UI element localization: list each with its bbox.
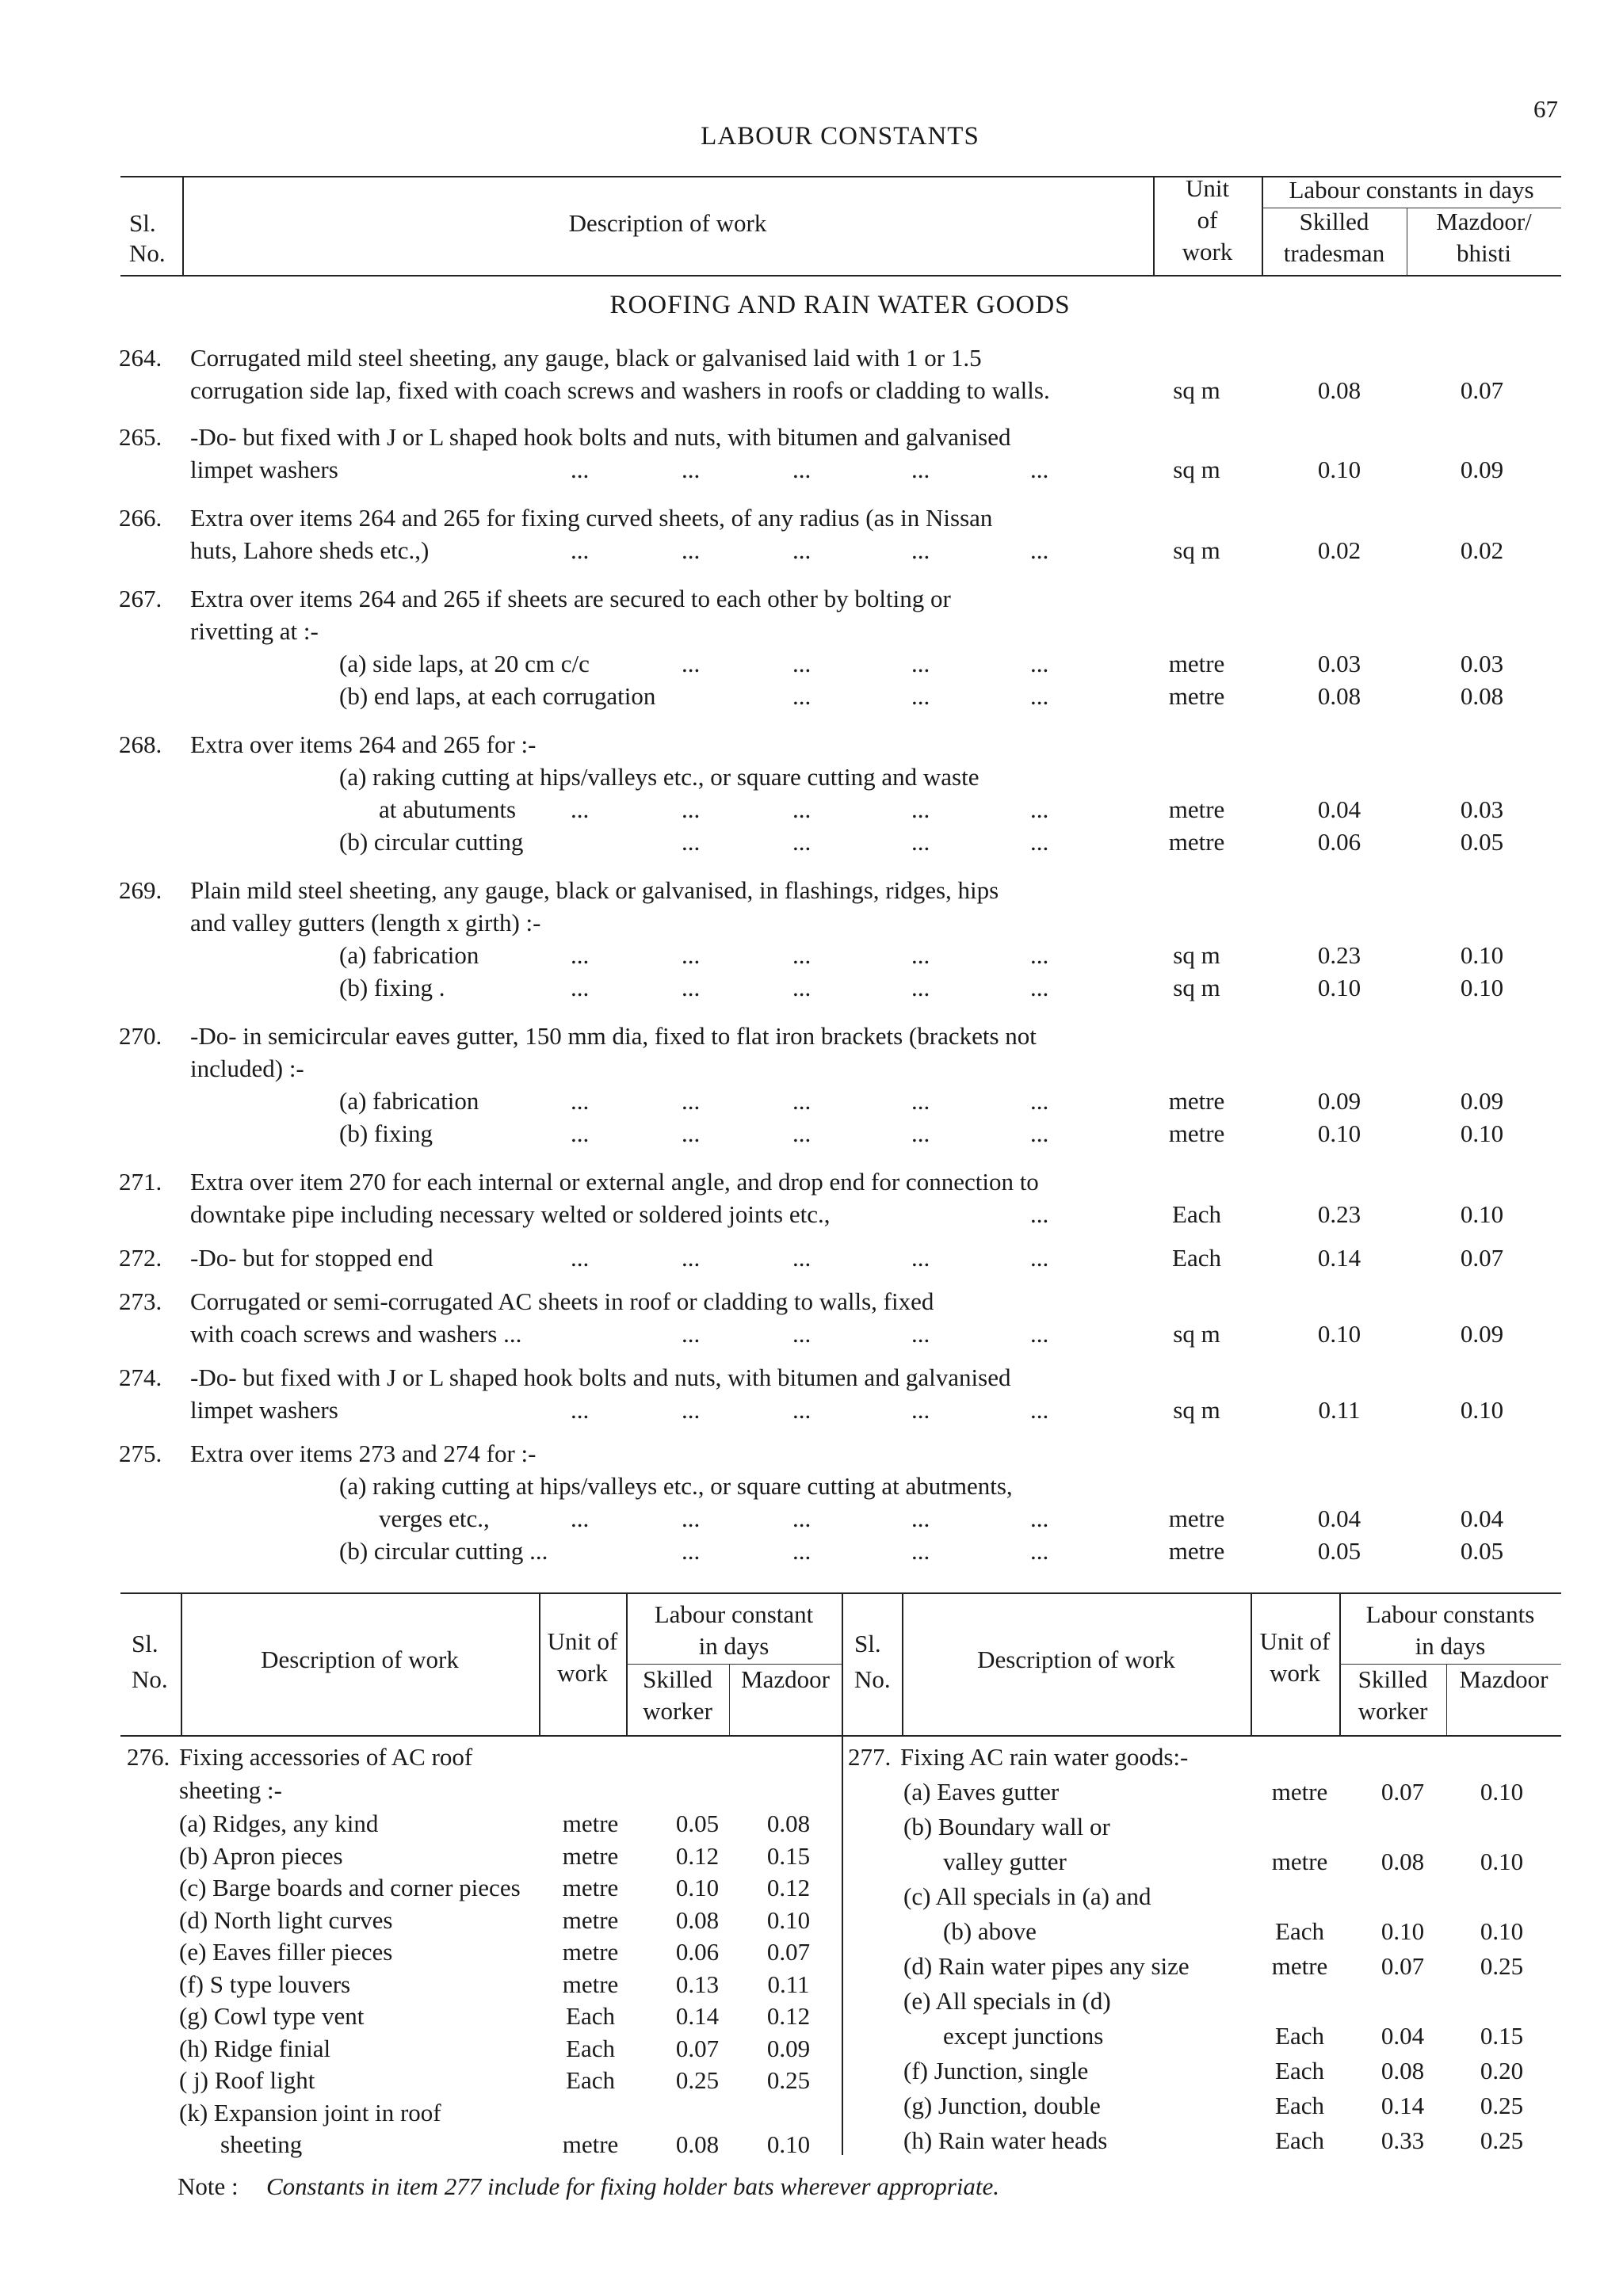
- mazdoor-value: 0.05: [1460, 1537, 1504, 1565]
- mazdoor-value: 0.07: [1460, 376, 1504, 404]
- item-description-line: Plain mild steel sheeting, any gauge, black or galvanised, in flashings, ridges, hips: [190, 876, 999, 904]
- mazdoor-value: 0.10: [1460, 1119, 1504, 1147]
- note-label: Note :: [178, 2172, 239, 2200]
- page-number: 67: [1533, 95, 1558, 123]
- accessory-mazdoor: 0.11: [767, 1970, 810, 1998]
- leader-dots: ...: [911, 536, 930, 564]
- item-description-line: limpet washers: [190, 1396, 338, 1424]
- header-skilled-1: Skilled: [1299, 208, 1369, 235]
- mazdoor-value: 0.07: [1460, 1244, 1504, 1272]
- lower-header-description-left: Description of work: [261, 1646, 459, 1673]
- sub-item-label: (a) raking cutting at hips/valleys etc., or square cutting at abutments,: [339, 1472, 1013, 1500]
- sub-item-label: (b) fixing: [339, 1119, 433, 1147]
- accessory-unit: metre: [562, 1970, 619, 1998]
- rainwater-unit: Each: [1275, 1917, 1324, 1945]
- accessory-skilled: 0.13: [675, 1970, 720, 1998]
- sub-item-label: (b) circular cutting ...: [339, 1537, 548, 1565]
- leader-dots: ...: [792, 941, 812, 969]
- leader-dots: ...: [911, 650, 930, 677]
- rainwater-label: (e) All specials in (d): [903, 1987, 1111, 2015]
- leader-dots: ...: [911, 1244, 930, 1272]
- leader-dots: ...: [792, 828, 812, 856]
- lower-header-labour-left-1: Labour constant: [654, 1600, 814, 1628]
- header-unit-3: work: [1182, 238, 1233, 265]
- rainwater-label: (f) Junction, single: [903, 2057, 1089, 2084]
- mazdoor-value: 0.05: [1460, 828, 1504, 856]
- accessory-label: ( j) Roof light: [179, 2066, 315, 2094]
- leader-dots: ...: [571, 536, 590, 564]
- leader-dots: ...: [911, 456, 930, 483]
- lower-header-no-right: No.: [854, 1665, 891, 1693]
- item-276-number: 276.: [127, 1743, 170, 1771]
- item-description-line: limpet washers: [190, 456, 338, 483]
- accessory-unit: metre: [562, 1841, 619, 1870]
- rainwater-mazdoor: 0.25: [1480, 2126, 1524, 2154]
- header-unit-2: of: [1197, 206, 1218, 234]
- page-title: LABOUR CONSTANTS: [701, 122, 980, 151]
- leader-dots: ...: [682, 1244, 701, 1272]
- leader-dots: ...: [792, 1119, 812, 1147]
- accessory-skilled: 0.05: [675, 1810, 720, 1837]
- header-no: No.: [129, 239, 166, 267]
- header-mazdoor-2: bhisti: [1457, 239, 1511, 267]
- header-skilled-2: tradesman: [1283, 239, 1385, 267]
- lower-header-labour-left-2: in days: [698, 1632, 769, 1660]
- skilled-value: 0.04: [1317, 795, 1361, 823]
- item-description-line: -Do- but for stopped end: [190, 1244, 433, 1272]
- rainwater-mazdoor: 0.25: [1480, 1952, 1524, 1980]
- leader-dots: ...: [682, 828, 701, 856]
- accessory-label: (k) Expansion joint in roof: [179, 2098, 441, 2126]
- mazdoor-value: 0.10: [1460, 941, 1504, 969]
- leader-dots: ...: [911, 1396, 930, 1424]
- item-number: 270.: [119, 1022, 162, 1050]
- leader-dots: ...: [792, 1087, 812, 1115]
- leader-dots: ...: [571, 456, 590, 483]
- rainwater-label-cont: (b) above: [943, 1917, 1037, 1945]
- rainwater-unit: Each: [1275, 2057, 1324, 2084]
- lower-header-unit-right-2: work: [1270, 1659, 1320, 1687]
- unit-of-work: sq m: [1173, 941, 1220, 969]
- item-description-line: with coach screws and washers ...: [190, 1320, 522, 1348]
- accessory-label: (g) Cowl type vent: [179, 2002, 365, 2030]
- unit-of-work: metre: [1168, 795, 1225, 823]
- accessory-mazdoor: 0.08: [766, 1810, 811, 1837]
- accessory-label: (d) North light curves: [179, 1905, 393, 1934]
- lower-header-mazdoor-right: Mazdoor: [1459, 1665, 1549, 1693]
- leader-dots: ...: [682, 536, 701, 564]
- mazdoor-value: 0.09: [1460, 1087, 1504, 1115]
- rainwater-label: (d) Rain water pipes any size: [903, 1952, 1190, 1980]
- lower-header-bottom-rule: [120, 1735, 1561, 1737]
- mazdoor-value: 0.08: [1460, 682, 1504, 710]
- accessory-label: (f) S type louvers: [179, 1970, 351, 1998]
- skilled-value: 0.06: [1317, 828, 1361, 856]
- accessory-mazdoor: 0.12: [766, 1874, 811, 1901]
- accessory-unit: Each: [566, 2034, 615, 2062]
- item-number: 271.: [119, 1168, 162, 1196]
- section-heading: ROOFING AND RAIN WATER GOODS: [609, 291, 1071, 319]
- rainwater-unit: Each: [1275, 2126, 1324, 2154]
- item-description-line: -Do- in semicircular eaves gutter, 150 mm dia, fixed to flat iron brackets (brackets not: [190, 1022, 1037, 1050]
- item-description-line: Corrugated or semi-corrugated AC sheets in roof or cladding to walls, fixed: [190, 1287, 934, 1315]
- item-description-line: rivetting at :-: [190, 617, 319, 645]
- item-description-line: Extra over items 264 and 265 if sheets are secured to each other by bolting or: [190, 585, 951, 612]
- skilled-value: 0.04: [1317, 1505, 1361, 1532]
- unit-of-work: metre: [1168, 1537, 1225, 1565]
- item-number: 273.: [119, 1287, 162, 1315]
- leader-dots: ...: [911, 1505, 930, 1532]
- rainwater-label: (h) Rain water heads: [903, 2126, 1108, 2154]
- accessory-unit: metre: [562, 1905, 619, 1934]
- item-description-line: Corrugated mild steel sheeting, any gauge, black or galvanised laid with 1 or 1.5: [190, 344, 982, 372]
- item-description-line: Extra over item 270 for each internal or external angle, and drop end for connection to: [190, 1168, 1039, 1196]
- unit-of-work: sq m: [1173, 536, 1220, 564]
- accessory-skilled: 0.10: [675, 1874, 720, 1901]
- sub-item-label-cont: verges etc.,: [379, 1505, 490, 1532]
- item-number: 275.: [119, 1440, 162, 1467]
- lower-header-mazdoor-left: Mazdoor: [741, 1665, 830, 1693]
- sub-item-label: (b) circular cutting: [339, 828, 524, 856]
- leader-dots: ...: [682, 1396, 701, 1424]
- item-number: 268.: [119, 730, 162, 758]
- leader-dots: ...: [792, 1537, 812, 1565]
- unit-of-work: sq m: [1173, 974, 1220, 1001]
- leader-dots: ...: [1030, 1505, 1049, 1532]
- accessory-label: (e) Eaves filler pieces: [179, 1938, 393, 1966]
- accessory-skilled: 0.06: [675, 1938, 720, 1966]
- accessory-label: (c) Barge boards and corner pieces: [179, 1874, 521, 1901]
- leader-dots: ...: [1030, 536, 1049, 564]
- accessory-unit: metre: [562, 2130, 619, 2158]
- unit-of-work: metre: [1168, 1087, 1225, 1115]
- rainwater-skilled: 0.33: [1381, 2126, 1425, 2154]
- accessory-mazdoor: 0.10: [766, 2130, 811, 2158]
- accessory-mazdoor: 0.10: [766, 1905, 811, 1934]
- rainwater-mazdoor: 0.20: [1480, 2057, 1524, 2084]
- sub-item-label: (b) end laps, at each corrugation: [339, 682, 656, 710]
- leader-dots: ...: [571, 1505, 590, 1532]
- lower-header-skilled-left-2: worker: [643, 1697, 712, 1725]
- item-number: 267.: [119, 585, 162, 612]
- rainwater-skilled: 0.08: [1381, 1848, 1425, 1875]
- rainwater-skilled: 0.04: [1381, 2022, 1425, 2050]
- leader-dots: ...: [1030, 828, 1049, 856]
- accessory-mazdoor: 0.25: [766, 2066, 811, 2094]
- unit-of-work: metre: [1168, 1505, 1225, 1532]
- accessory-mazdoor: 0.12: [766, 2002, 811, 2030]
- leader-dots: ...: [682, 941, 701, 969]
- item-description-line: downtake pipe including necessary welted or soldered joints etc.,: [190, 1200, 831, 1228]
- skilled-value: 0.10: [1317, 1320, 1361, 1348]
- rainwater-label: (a) Eaves gutter: [903, 1778, 1060, 1806]
- skilled-value: 0.08: [1317, 376, 1361, 404]
- accessory-skilled: 0.07: [675, 2034, 720, 2062]
- upper-header-bottom-rule: [120, 275, 1561, 277]
- accessory-label: (b) Apron pieces: [179, 1841, 343, 1870]
- leader-dots: ...: [1030, 1320, 1049, 1348]
- item-description-line: Extra over items 264 and 265 for fixing curved sheets, of any radius (as in Nissan: [190, 504, 993, 532]
- leader-dots: ...: [682, 1537, 701, 1565]
- item-276-title-2: sheeting :-: [179, 1776, 282, 1804]
- leader-dots: ...: [911, 682, 930, 710]
- item-description-line: and valley gutters (length x girth) :-: [190, 909, 541, 936]
- item-description-line: Extra over items 273 and 274 for :-: [190, 1440, 537, 1467]
- rainwater-mazdoor: 0.10: [1480, 1848, 1524, 1875]
- lower-header-unit-left-1: Unit of: [547, 1627, 618, 1655]
- mazdoor-value: 0.09: [1460, 456, 1504, 483]
- leader-dots: ...: [911, 941, 930, 969]
- item-number: 264.: [119, 344, 162, 372]
- rainwater-label-cont: valley gutter: [943, 1848, 1067, 1875]
- skilled-value: 0.14: [1317, 1244, 1361, 1272]
- skilled-value: 0.10: [1317, 456, 1361, 483]
- mazdoor-value: 0.02: [1460, 536, 1504, 564]
- leader-dots: ...: [792, 456, 812, 483]
- item-description-line: -Do- but fixed with J or L shaped hook bolts and nuts, with bitumen and galvanised: [190, 423, 1011, 451]
- leader-dots: ...: [1030, 650, 1049, 677]
- lower-header-skilled-right-2: worker: [1358, 1697, 1428, 1725]
- unit-of-work: sq m: [1173, 376, 1220, 404]
- unit-of-work: sq m: [1173, 456, 1220, 483]
- leader-dots: ...: [1030, 456, 1049, 483]
- lower-header-sl-left: Sl.: [132, 1630, 158, 1657]
- item-description-line: corrugation side lap, fixed with coach screws and washers in roofs or cladding to walls.: [190, 376, 1050, 404]
- skilled-value: 0.23: [1317, 1200, 1361, 1228]
- accessory-unit: metre: [562, 1938, 619, 1966]
- unit-of-work: sq m: [1173, 1320, 1220, 1348]
- item-276-title-1: Fixing accessories of AC roof: [179, 1743, 473, 1771]
- leader-dots: ...: [1030, 1396, 1049, 1424]
- item-number: 274.: [119, 1363, 162, 1391]
- item-description-line: Extra over items 264 and 265 for :-: [190, 730, 537, 758]
- leader-dots: ...: [911, 1119, 930, 1147]
- accessory-unit: metre: [562, 1810, 619, 1837]
- leader-dots: ...: [682, 456, 701, 483]
- accessory-mazdoor: 0.15: [766, 1841, 811, 1870]
- accessory-unit: Each: [566, 2066, 615, 2094]
- header-mazdoor-1: Mazdoor/: [1436, 208, 1532, 235]
- rainwater-mazdoor: 0.25: [1480, 2092, 1524, 2119]
- rainwater-unit: metre: [1271, 1778, 1328, 1806]
- unit-of-work: sq m: [1173, 1396, 1220, 1424]
- mazdoor-value: 0.10: [1460, 1396, 1504, 1424]
- leader-dots: ...: [792, 795, 812, 823]
- leader-dots: ...: [792, 536, 812, 564]
- accessory-mazdoor: 0.09: [766, 2034, 811, 2062]
- sub-item-label: (b) fixing .: [339, 974, 445, 1001]
- lower-header-labour-right-2: in days: [1415, 1632, 1486, 1660]
- leader-dots: ...: [792, 1244, 812, 1272]
- mazdoor-value: 0.10: [1460, 1200, 1504, 1228]
- lower-header-skilled-right-1: Skilled: [1358, 1665, 1428, 1693]
- lower-header-top-rule: [120, 1592, 1561, 1594]
- leader-dots: ...: [792, 1505, 812, 1532]
- lower-header-skilled-left-1: Skilled: [643, 1665, 712, 1693]
- rainwater-unit: Each: [1275, 2092, 1324, 2119]
- leader-dots: ...: [911, 974, 930, 1001]
- rainwater-label: (b) Boundary wall or: [903, 1813, 1110, 1840]
- leader-dots: ...: [571, 795, 590, 823]
- rainwater-skilled: 0.07: [1381, 1952, 1425, 1980]
- mazdoor-value: 0.03: [1460, 650, 1504, 677]
- rainwater-mazdoor: 0.10: [1480, 1778, 1524, 1806]
- accessory-skilled: 0.12: [675, 1841, 720, 1870]
- leader-dots: ...: [1030, 682, 1049, 710]
- accessory-mazdoor: 0.07: [766, 1938, 811, 1966]
- rainwater-skilled: 0.10: [1381, 1917, 1425, 1945]
- mazdoor-value: 0.03: [1460, 795, 1504, 823]
- unit-of-work: metre: [1168, 1119, 1225, 1147]
- skilled-value: 0.09: [1317, 1087, 1361, 1115]
- skilled-value: 0.10: [1317, 1119, 1361, 1147]
- leader-dots: ...: [792, 682, 812, 710]
- sub-item-label: (a) raking cutting at hips/valleys etc., or square cutting and waste: [339, 763, 980, 791]
- rainwater-unit: Each: [1275, 2022, 1324, 2050]
- item-277-title: Fixing AC rain water goods:-: [900, 1743, 1189, 1771]
- leader-dots: ...: [1030, 1244, 1049, 1272]
- skilled-value: 0.10: [1317, 974, 1361, 1001]
- mazdoor-value: 0.04: [1460, 1505, 1504, 1532]
- unit-of-work: Each: [1172, 1200, 1221, 1228]
- rainwater-label: (c) All specials in (a) and: [903, 1882, 1151, 1910]
- leader-dots: ...: [792, 974, 812, 1001]
- item-description-line: -Do- but fixed with J or L shaped hook bolts and nuts, with bitumen and galvanised: [190, 1363, 1011, 1391]
- rainwater-mazdoor: 0.15: [1480, 2022, 1524, 2050]
- leader-dots: ...: [682, 1505, 701, 1532]
- unit-of-work: metre: [1168, 650, 1225, 677]
- leader-dots: ...: [571, 1119, 590, 1147]
- rainwater-skilled: 0.07: [1381, 1778, 1425, 1806]
- rainwater-skilled: 0.14: [1381, 2092, 1425, 2119]
- rainwater-label: (g) Junction, double: [903, 2092, 1101, 2119]
- leader-dots: ...: [1030, 795, 1049, 823]
- lower-header-sl-right: Sl.: [854, 1630, 881, 1657]
- leader-dots: ...: [792, 650, 812, 677]
- leader-dots: ...: [1030, 1119, 1049, 1147]
- item-number: 265.: [119, 423, 162, 451]
- lower-header-no-left: No.: [132, 1665, 168, 1693]
- accessory-label: (h) Ridge finial: [179, 2034, 331, 2062]
- accessory-skilled: 0.14: [675, 2002, 720, 2030]
- leader-dots: ...: [792, 1320, 812, 1348]
- item-number: 272.: [119, 1244, 162, 1272]
- header-unit-1: Unit: [1185, 174, 1230, 202]
- rainwater-mazdoor: 0.10: [1480, 1917, 1524, 1945]
- leader-dots: ...: [682, 974, 701, 1001]
- leader-dots: ...: [911, 1320, 930, 1348]
- mazdoor-value: 0.10: [1460, 974, 1504, 1001]
- sub-item-label: (a) fabrication: [339, 941, 479, 969]
- leader-dots: ...: [1030, 974, 1049, 1001]
- accessory-label-cont: sheeting: [220, 2130, 303, 2158]
- leader-dots: ...: [682, 1119, 701, 1147]
- header-labour: Labour constants in days: [1289, 176, 1534, 204]
- leader-dots: ...: [571, 1087, 590, 1115]
- item-description-line: huts, Lahore sheds etc.,): [190, 536, 430, 564]
- unit-of-work: metre: [1168, 682, 1225, 710]
- accessory-skilled: 0.08: [675, 2130, 720, 2158]
- sub-item-label-cont: at abutuments: [379, 795, 517, 823]
- accessory-unit: Each: [566, 2002, 615, 2030]
- leader-dots: ...: [1030, 1087, 1049, 1115]
- leader-dots: ...: [1030, 1200, 1049, 1228]
- lower-center-divider: [842, 1592, 843, 2155]
- rainwater-label-cont: except junctions: [943, 2022, 1104, 2050]
- leader-dots: ...: [911, 1537, 930, 1565]
- leader-dots: ...: [911, 1087, 930, 1115]
- sub-item-label: (a) side laps, at 20 cm c/c: [339, 650, 590, 677]
- lower-header-labour-right-1: Labour constants: [1365, 1600, 1535, 1628]
- item-description-line: included) :-: [190, 1055, 304, 1082]
- leader-dots: ...: [682, 1320, 701, 1348]
- leader-dots: ...: [571, 974, 590, 1001]
- accessory-label: (a) Ridges, any kind: [179, 1810, 379, 1837]
- leader-dots: ...: [682, 650, 701, 677]
- header-description: Description of work: [568, 209, 767, 237]
- leader-dots: ...: [571, 941, 590, 969]
- skilled-value: 0.02: [1317, 536, 1361, 564]
- leader-dots: ...: [571, 1396, 590, 1424]
- note-text: Constants in item 277 include for fixing holder bats wherever appropriate.: [266, 2172, 1000, 2200]
- leader-dots: ...: [792, 1396, 812, 1424]
- leader-dots: ...: [1030, 1537, 1049, 1565]
- lower-header-unit-right-1: Unit of: [1259, 1627, 1331, 1655]
- skilled-value: 0.03: [1317, 650, 1361, 677]
- skilled-value: 0.08: [1317, 682, 1361, 710]
- item-277-number: 277.: [848, 1743, 892, 1771]
- accessory-unit: metre: [562, 1874, 619, 1901]
- rainwater-skilled: 0.08: [1381, 2057, 1425, 2084]
- unit-of-work: metre: [1168, 828, 1225, 856]
- leader-dots: ...: [682, 795, 701, 823]
- rainwater-unit: metre: [1271, 1952, 1328, 1980]
- unit-of-work: Each: [1172, 1244, 1221, 1272]
- skilled-value: 0.23: [1317, 941, 1361, 969]
- lower-header-description-right: Description of work: [977, 1646, 1175, 1673]
- skilled-value: 0.05: [1317, 1537, 1361, 1565]
- leader-dots: ...: [911, 795, 930, 823]
- leader-dots: ...: [1030, 941, 1049, 969]
- item-number: 269.: [119, 876, 162, 904]
- accessory-skilled: 0.25: [675, 2066, 720, 2094]
- header-sl: Sl.: [129, 209, 156, 237]
- leader-dots: ...: [571, 1244, 590, 1272]
- accessory-skilled: 0.08: [675, 1905, 720, 1934]
- mazdoor-value: 0.09: [1460, 1320, 1504, 1348]
- rainwater-unit: metre: [1271, 1848, 1328, 1875]
- leader-dots: ...: [682, 1087, 701, 1115]
- lower-header-unit-left-2: work: [557, 1659, 608, 1687]
- skilled-value: 0.11: [1318, 1396, 1361, 1424]
- leader-dots: ...: [911, 828, 930, 856]
- sub-item-label: (a) fabrication: [339, 1087, 479, 1115]
- item-number: 266.: [119, 504, 162, 532]
